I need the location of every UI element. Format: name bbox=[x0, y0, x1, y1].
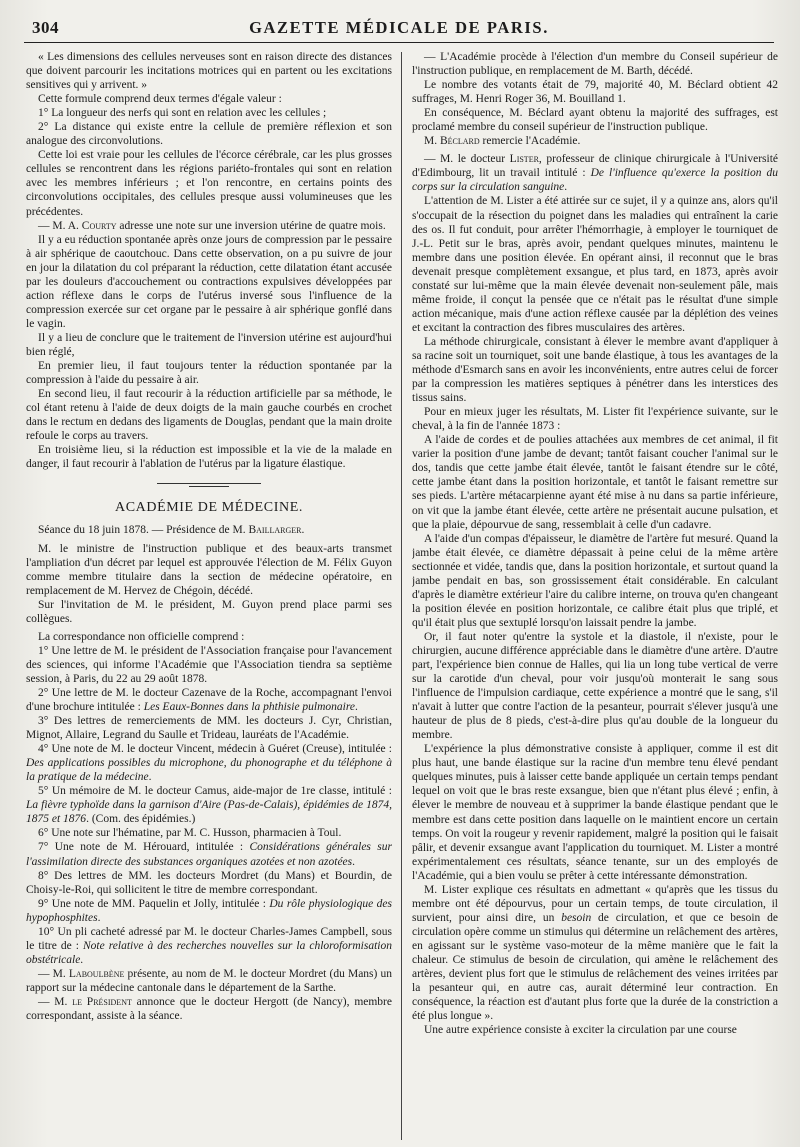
author-name: M. Béclard bbox=[424, 135, 480, 148]
paragraph: Pour en mieux juger les résultats, M. Lister fit l'expérience suivante, sur le cheval, à la fin de l'année 1873 : bbox=[412, 406, 778, 433]
paragraph bbox=[412, 134, 778, 148]
item-title: Considérations générales sur l'assimilation directe des substances organiques azotées et non azotées bbox=[26, 841, 392, 868]
list-item: 6° Une note sur l'hématine, par M. C. Husson, pharmacien à Toul. bbox=[38, 827, 342, 840]
paragraph: L'attention de M. Lister a été attirée sur ce sujet, il y a quinze ans, alors qu'il s'occupait de la résection du poignet dans les maladies qui entraînent la carie des os. Il fut conduit, pour arrêter l'hémorrhagie, à employer le tourniquet de J.-L. Petit sur le bras, après avoir, pendant quelques minutes, maintenu le membre dans une position élevée. En opérant ainsi, il reconnut que le bras devenait presque complètement exsangue, et plus tard, en 1873, après avoir constaté sur lui-même que la main élevée devenait non-seulement pâle, mais même froide, il conçut la pensée que ce n'était pas le résultat d'une simple action mécanique, mais d'une action réflexe causée par la déplétion des veines et excitant la contraction des fibres musculaires des artères. bbox=[412, 195, 778, 334]
list-item: 1° Une lettre de M. le président de l'Association française pour l'avancement des sciences, qui informe l'Académie que l'Association tiendra sa septième session, à Paris, du 22 au 29 août 1878. bbox=[26, 644, 392, 685]
paragraph-text: adresse une note sur une inversion utérine de quatre mois. bbox=[116, 219, 386, 232]
paragraph: A l'aide d'un compas d'épaisseur, le diamètre de l'artère fut mesuré. Quand la jambe était élevée, ce diamètre dépassait à peine celui de la même artère sectionnée et vidée, tandis que, dans la position horizontale, et surtout quand la jambe pendait en bas, son grossissement était considérable. En calculant d'après le diamètre extérieur l'aire du calibre interne, on trouva qu'en changeant la position élevée en position horizontale, ce calibre était plus que triplé, et qu'il était plus que sextuplé lorsqu'on laissait pendre la jambe. bbox=[412, 532, 778, 629]
item-title: La fièvre typhoïde dans la garnison d'Aire (Pas-de-Calais), épidémies de 1874, 1875 et 1876 bbox=[26, 799, 392, 826]
running-title: GAZETTE MÉDICALE DE PARIS. bbox=[249, 18, 549, 37]
paragraph: Il y a eu réduction spontanée après onze jours de compression par le pessaire à air sphérique de caoutchouc. Dans cette observation, on a pu suivre de jour en jour la dilatation du col préparant la réduction, cette dilatation étant accusée par les douleurs d'accouchement ou contractions expulsives développées par action réflexe dans le corps de l'utérus inversé sous l'influence de la compression exercée sur cet organe par le pessaire à air sphérique gonflé dans le vagin. bbox=[26, 233, 392, 330]
item-text-end: . bbox=[352, 855, 356, 868]
session-text-end: . bbox=[301, 524, 305, 537]
paragraph bbox=[26, 967, 392, 995]
paragraph bbox=[412, 152, 778, 194]
item-text: 9° Une note de MM. Paquelin et Jolly, intitulée : bbox=[38, 897, 270, 910]
section-heading: ACADÉMIE DE MÉDECINE. bbox=[115, 500, 303, 516]
list-item bbox=[26, 784, 392, 826]
paragraph-text: — M. bbox=[38, 996, 73, 1008]
paragraph: A l'aide de cordes et de poulies attachées aux membres de cet animal, il fit varier la position d'une jambe de devant; tantôt faisant coucher l'animal sur le dos, tandis que cette jambe était élevée, tantôt le faisant étendre sur le côté, cette jambe étant dans la position horizontale, et tantôt le faisant remettre sur ses pieds. L'artère métacarpienne ayant été mise à nu dans sa partie inférieure, on vit que la jambe étant élevée, cette artère ne présentait aucune pulsation, et que la plaie, dépourvue de sang, ressemblait à celle d'un cadavre. bbox=[412, 434, 778, 531]
paragraph-text-end: de circulation, et que ce besoin de circulation opère comme un stimulus qui détermine un relâchement des artères, en agissant sur le système vaso-moteur de la même manière que le fait la chaleur. Ce stimulus de besoin de circulation, qui amène le relâchement des artères, devient plus fort que le stimulus de relâchement des veines irritées par la pesanteur qui, en autre cas, aurait déterminé leur contraction. En conséquence, la réaction est d'autant plus forte que la durée de la constriction a été plus longue ». bbox=[412, 911, 778, 1023]
paragraph: « Les dimensions des cellules nerveuses sont en raison directe des distances que doivent parcourir les incitations motrices qui en partent ou les excitations sensitives qui y arrivent. » bbox=[26, 51, 392, 92]
session-text: Séance du 18 juin 1878. — Présidence de M. bbox=[38, 524, 249, 537]
paragraph bbox=[412, 883, 778, 1023]
list-item bbox=[26, 686, 392, 714]
list-item bbox=[26, 840, 392, 868]
paragraph: Le nombre des votants était de 79, majorité 40, M. Béclard obtient 42 suffrages, M. Henri Roger 36, M. Bouilland 1. bbox=[412, 79, 778, 106]
paragraph: En premier lieu, il faut toujours tenter la réduction spontanée par la compression à l'aide du pessaire à air. bbox=[26, 360, 392, 387]
list-item bbox=[26, 742, 392, 784]
author-name: Lister bbox=[509, 153, 539, 166]
emphasis-word: besoin bbox=[561, 911, 592, 924]
paragraph: En troisième lieu, si la réduction est impossible et la vie de la malade en danger, il faut recourir à l'ablation de l'utérus par la ligature élastique. bbox=[26, 444, 392, 471]
list-item: 8° Des lettres de MM. les docteurs Mordret (du Mans) et Bourdin, de Choisy-le-Roi, qui sollicitent le titre de membre correspondant. bbox=[26, 869, 392, 896]
paragraph-text: — M. bbox=[38, 967, 69, 980]
left-column bbox=[26, 50, 392, 1142]
item-text: 2° Une lettre de M. le docteur Cazenave de la Roche, accompagnant l'envoi d'une brochure intitulée : bbox=[26, 686, 392, 714]
author-name: le Président bbox=[72, 996, 132, 1008]
item-text-end: . bbox=[97, 911, 101, 924]
column-divider bbox=[401, 52, 402, 1140]
section-divider bbox=[157, 483, 261, 487]
item-text: 10° Un pli cacheté adressé par M. le docteur Charles-James Campbell, sous le titre de : bbox=[26, 925, 392, 952]
author-name: M. A. Courty bbox=[52, 219, 117, 232]
item-text: 5° Un mémoire de M. le docteur Camus, aide-major de 1re classe, intitulé : bbox=[38, 785, 392, 798]
list-item: 3° Des lettres de remerciements de MM. les docteurs J. Cyr, Christian, Mignot, Allaire, Legrand du Saulle et Trideau, lauréats de l'Académie. bbox=[26, 715, 392, 742]
paragraph: Cette formule comprend deux termes d'égale valeur : bbox=[38, 93, 282, 106]
item-text: 4° Une note de M. le docteur Vincent, médecin à Guéret (Creuse), intitulée : bbox=[38, 743, 392, 756]
item-title: Note relative à des recherches nouvelles sur la chloroformisation obstétricale bbox=[26, 939, 392, 966]
right-column bbox=[412, 50, 778, 1142]
session-line bbox=[26, 523, 392, 537]
paragraph: En second lieu, il faut recourir à la réduction artificielle par sa méthode, le col étant retenu à l'aide de deux doigts de la main gauche courbés en crochet dans le rectum en dedans des ligaments de Douglas, pendant que la main droite refoule le corps au travers. bbox=[26, 388, 392, 443]
paragraph: Sur l'invitation de M. le président, M. Guyon prend place parmi ses collègues. bbox=[26, 598, 392, 625]
paragraph: 1° La longueur des nerfs qui sont en relation avec les cellules ; bbox=[38, 107, 327, 120]
president-name: Baillarger bbox=[248, 524, 302, 537]
paragraph-text-end: annonce que le docteur Hergott (de Nancy), membre correspondant, assiste à la séance. bbox=[26, 996, 392, 1023]
paragraph: La correspondance non officielle comprend : bbox=[38, 630, 245, 643]
paragraph-text: , professeur de clinique chirurgicale à l'Université d'Edimbourg, lit un travail intitulé : bbox=[412, 153, 778, 180]
item-text: 7° Une note de M. Hérouard, intitulée : bbox=[38, 841, 250, 854]
paragraph: En conséquence, M. Béclard ayant obtenu la majorité des suffrages, est proclamé membre du conseil supérieur de l'instruction publique. bbox=[412, 107, 778, 134]
paragraph: M. le ministre de l'instruction publique et des beaux-arts transmet l'ampliation d'un décret par lequel est approuvée l'élection de M. Félix Guyon comme membre titulaire dans la section de médecine opératoire, en remplacement de M. Hervez de Chégoin, décédé. bbox=[26, 542, 392, 597]
item-title: Les Eaux-Bonnes dans la phthisie pulmonaire bbox=[143, 701, 356, 714]
item-text-end: . bbox=[355, 701, 358, 714]
lecture-title: De l'influence qu'exerce la position du corps sur la circulation sanguine bbox=[412, 167, 778, 194]
page-number: 304 bbox=[32, 18, 59, 37]
paragraph: L'expérience la plus démonstrative consiste à appliquer, comme il est dit plus haut, une bande élastique sur la racine d'un membre tenu élevé pendant quelques minutes, puis à laisser cette bande appliquée un certain temps pendant lequel on voit que le bras reste exsangue, bien que n'étant plus élevé ; enfin, à élever le membre de nouveau et à supprimer la bande élastique pendant que le membre est dans cette position dans laquelle on le maintient encore un certain temps. On voit la rougeur y revenir rapidement, malgré la position qui le faisait pâlir, et devenir exsangue avant l'application du tourniquet. M. Lister a montré expérimentalement ces résultats, séance tenante, sur un des employés de l'Académie, qui a bien voulu se prêter à cette intéressante démonstration. bbox=[412, 743, 778, 882]
paragraph bbox=[26, 995, 392, 1023]
paragraph-text: M. Lister explique ces résultats en admettant « qu'après que les tissus du membre ont été dépourvus, pour un certain temps, de toute circulation, il survient, pour ainsi dire, un bbox=[412, 883, 778, 924]
paragraph-text: remercie l'Académie. bbox=[479, 135, 581, 148]
author-name: Laboulbène bbox=[68, 967, 125, 980]
paragraph-text-end: . bbox=[564, 181, 568, 194]
paragraph: Il y a lieu de conclure que le traitement de l'inversion utérine est aujourd'hui bien réglé, bbox=[26, 331, 392, 358]
paragraph: 2° La distance qui existe entre la cellule de première réflexion et son analogue des circonvolutions. bbox=[26, 121, 392, 148]
paragraph: Une autre expérience consiste à exciter la circulation par une course bbox=[424, 1024, 737, 1037]
item-title: Des applications possibles du microphone, du phonographe et du téléphone à la pratique de la médecine bbox=[26, 757, 392, 784]
paragraph: — M. A. Courty adresse une note sur une inversion utérine de quatre mois. bbox=[38, 219, 386, 232]
paragraph: — L'Académie procède à l'élection d'un membre du Conseil supérieur de l'instruction publique, en remplacement de M. Barth, décédé. bbox=[412, 51, 778, 78]
item-title: Du rôle physiologique des hypophosphites bbox=[26, 897, 392, 924]
list-item bbox=[26, 925, 392, 967]
paragraph: La méthode chirurgicale, consistant à élever le membre avant d'appliquer à sa racine soit un tourniquet, soit une bande élastique, à tous les avantages de la méthode d'Esmarch sans en avoir les inconvénients, entre autres celui de forcer par la compression les matières septiques à pénétrer dans les interstices des tissus sains. bbox=[412, 335, 778, 405]
item-text-end: . bbox=[80, 953, 84, 966]
paragraph: Or, il faut noter qu'entre la systole et la diastole, il n'existe, pour le chirurgien, aucune différence appréciable dans le diamètre d'une artère. D'autre part, l'expérience bien connue de Halles, qui lia un long tube vertical de verre sur la carotide d'un cheval, pour voir jusqu'où monterait le sang sous l'influence de l'impulsion cardiaque, cette expérience a montré que le sang, s'il n'avait à lutter que contre l'action de la pesanteur, pourrait s'élever jusqu'à une hauteur de plus de 8 pieds, c'est-à-dire plus qu'au double de la longueur du membre. bbox=[412, 630, 778, 742]
page-header bbox=[24, 14, 774, 43]
list-item bbox=[26, 897, 392, 925]
item-text-end: . (Com. des épidémies.) bbox=[86, 813, 196, 826]
item-text-end: . bbox=[148, 771, 152, 784]
paragraph-text: — M. le docteur bbox=[424, 153, 510, 166]
paragraph: Cette loi est vraie pour les cellules de l'écorce cérébrale, car les plus grosses cellules se rencontrent dans les régions pariéto-frontales qui sont en relation avec les membres inférieurs ; et l'on rencontre, en certains points des circonvolutions occipitales, des cellules presque aussi volumineuses que les précédentes. bbox=[26, 149, 392, 218]
paragraph-text-end: présente, au nom de M. le docteur Mordret (du Mans) un rapport sur la médecine cantonale dans le département de la Sarthe. bbox=[26, 967, 392, 994]
